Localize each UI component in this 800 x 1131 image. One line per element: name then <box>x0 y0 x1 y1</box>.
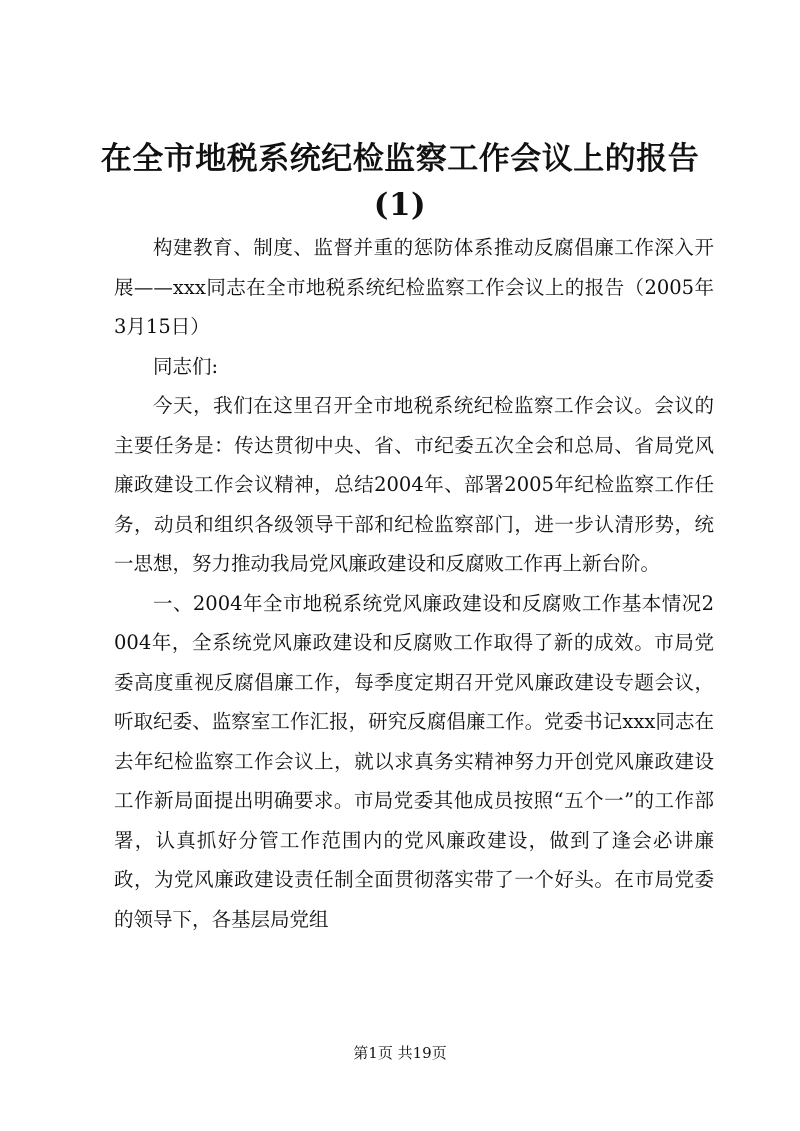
title-line-1: 在全市地税系统纪检监察工作会议上的报告 <box>100 141 700 177</box>
document-body <box>114 228 714 939</box>
document-title <box>100 136 700 228</box>
section-one-paragraph: 一、2004年全市地税系统党风廉政建设和反腐败工作基本情况2004年，全系统党风廉政建设和反腐败工作取得了新的成效。市局党委高度重视反腐倡廉工作，每季度定期召开党风廉政建设专题会议，听取纪委、监察室工作汇报，研究反腐倡廉工作。党委书记xxx同志在去年纪检监察工作会议上，就以求真务实精神努力开创党风廉政建设工作新局面提出明确要求。市局党委其他成员按照“五个一”的工作部署，认真抓好分管工作范围内的党风廉政建设，做到了逢会必讲廉政，为党风廉政建设责任制全面贯彻落实带了一个好头。在市局党委的领导下，各基层局党组 <box>114 591 714 931</box>
page-number-footer: 第1页 共19页 <box>353 1044 447 1062</box>
subtitle-paragraph: 构建教育、制度、监督并重的惩防体系推动反腐倡廉工作深入开展——xxx同志在全市地税系统纪检监察工作会议上的报告（2005年3月15日） <box>114 236 714 338</box>
intro-paragraph: 今天，我们在这里召开全市地税系统纪检监察工作会议。会议的主要任务是：传达贯彻中央、省、市纪委五次全会和总局、省局党风廉政建设工作会议精神，总结2004年、部署2005年纪检监察工作任务，动员和组织各级领导干部和纪检监察部门，进一步认清形势，统一思想，努力推动我局党风廉政建设和反腐败工作再上新台阶。 <box>114 394 714 575</box>
title-line-2: (1) <box>373 187 427 223</box>
salutation-paragraph: 同志们: <box>153 354 219 378</box>
